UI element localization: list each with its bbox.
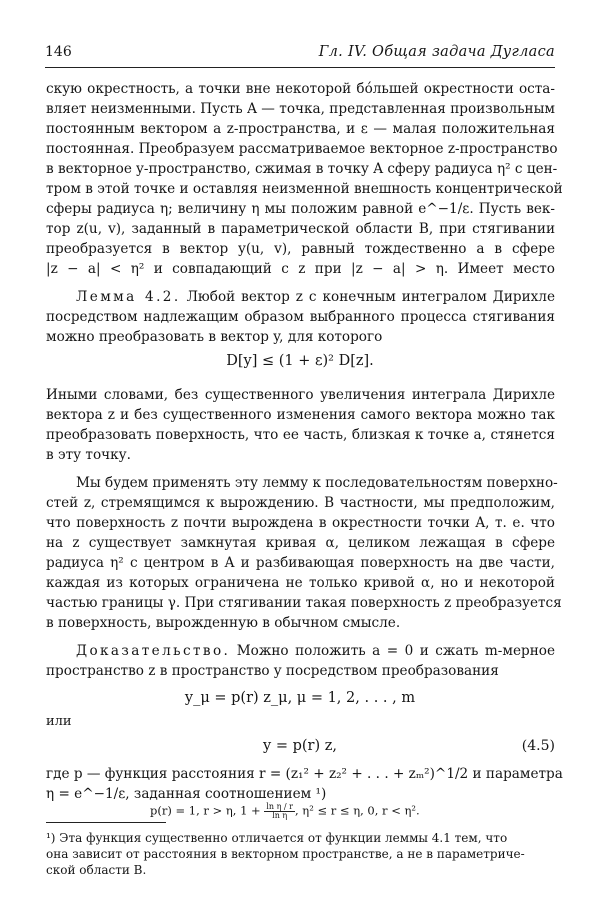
lemma-label: Лемма 4.2.	[76, 289, 181, 305]
text-line: каждая из которых ограничена не только кривой α, но и некоторой	[46, 575, 555, 591]
proof-line: η = e^−1/ε, заданная соотношением ¹)	[46, 786, 327, 802]
equation-components: y_μ = p(r) z_μ, μ = 1, 2, . . . , m	[184, 690, 416, 706]
text-line: |z − a| < η² и совпадающий с z при |z − a| > η. Имеет место	[46, 261, 555, 277]
running-title: Гл. IV. Общая задача Дугласа	[318, 44, 555, 60]
page-number: 146	[45, 44, 72, 60]
case-1-value: 1,	[188, 803, 204, 818]
text-line: в эту точку.	[46, 447, 131, 463]
text-line: преобразуется в вектор y(u, v), равный тождественно a в сфере	[46, 241, 555, 257]
footnote-line: ской области B.	[46, 863, 147, 877]
equation-4-5: y = p(r) z,	[263, 738, 337, 754]
case-2-condition: , η² ≤ r ≤ η,	[295, 803, 368, 818]
text-line: тром в этой точке и оставляя неизменной внешность концентрической	[46, 181, 563, 197]
text-line: в поверхность, вырожденную в обычном смысле.	[46, 615, 401, 631]
text-line: Иными словами, без существенного увеличения интеграла Дирихле	[46, 387, 555, 403]
proof-line: где p — функция расстояния r = (z₁² + z₂² + . . . + zₘ²)^1/2 и параметра	[46, 766, 563, 782]
text-line: скую окрестность, а точки вне некоторой бóльшей окрестности оста-	[46, 81, 555, 97]
case-1-condition: r > η,	[203, 803, 241, 818]
proof-label: Доказательство.	[76, 643, 231, 659]
text-line: Мы будем применять эту лемму к последовательностям поверхно-	[76, 475, 558, 491]
equation-number: (4.5)	[521, 738, 555, 754]
case-2-denominator: ln η	[272, 811, 288, 820]
text-line: радиуса η² с центром в A и разбивающая поверхность на две части,	[46, 555, 555, 571]
text-line: постоянным вектором a z-пространства, и ε — малая положительная	[46, 121, 555, 137]
lemma-statement-line: посредством надлежащим образом выбранного процесса стягивания	[46, 309, 555, 325]
case-2-numerator: ln η / r	[266, 802, 293, 811]
lemma-formula: D[y] ≤ (1 + ε)² D[z].	[226, 353, 374, 369]
text-line: преобразовать поверхность, что ее часть, близкая к точке a, стянется	[46, 427, 555, 443]
lemma-statement-line: Лемма 4.2. Любой вектор z с конечным интегралом Дирихле	[76, 289, 555, 305]
piecewise-lhs: p(r) =	[150, 803, 189, 818]
footnote-line: она зависит от расстояния в векторном пространстве, а не в параметриче-	[46, 847, 525, 861]
text-line: в векторное y-пространство, сжимая в точку A сферу радиуса η² с цен-	[46, 161, 558, 177]
or-word: или	[46, 714, 72, 729]
proof-line: Доказательство. Можно положить a = 0 и сжать m-мерное	[76, 643, 555, 659]
text-line: на z существует замкнутая кривая α, целиком лежащая в сфере	[46, 535, 555, 551]
lemma-statement-line: можно преобразовать в вектор y, для которого	[46, 329, 383, 345]
text-line: постоянная. Преобразуем рассматриваемое векторное z-пространство	[46, 141, 558, 157]
proof-line: пространство z в пространство y посредством преобразования	[46, 663, 499, 679]
footnote-line: ¹) Эта функция существенно отличается от функции леммы 4.1 тем, что	[46, 831, 508, 845]
text-line: частью границы γ. При стягивании такая поверхность z преобразуется	[46, 595, 562, 611]
text-line: стей z, стремящимся к вырождению. В частности, мы предположим,	[46, 495, 555, 511]
text-line: тор z(u, v), заданный в параметрической области B, при стягивании	[46, 221, 555, 237]
text-line: вектора z и без существенного изменения самого вектора можно так	[46, 407, 555, 423]
text-line: вляет неизменными. Пусть A — точка, представленная произвольным	[46, 101, 555, 117]
case-3-value: 0,	[367, 803, 383, 818]
case-3-condition: r < η².	[382, 803, 420, 818]
text-line: что поверхность z почти вырождена в окрестности точки A, т. е. что	[46, 515, 555, 531]
case-2-prefix: 1 +	[240, 803, 265, 818]
footnote-rule	[46, 822, 166, 823]
header-rule	[45, 67, 555, 68]
text-line: сферы радиуса η; величину η мы положим равной e^−1/ε. Пусть век-	[46, 201, 555, 217]
page-header	[45, 44, 555, 66]
